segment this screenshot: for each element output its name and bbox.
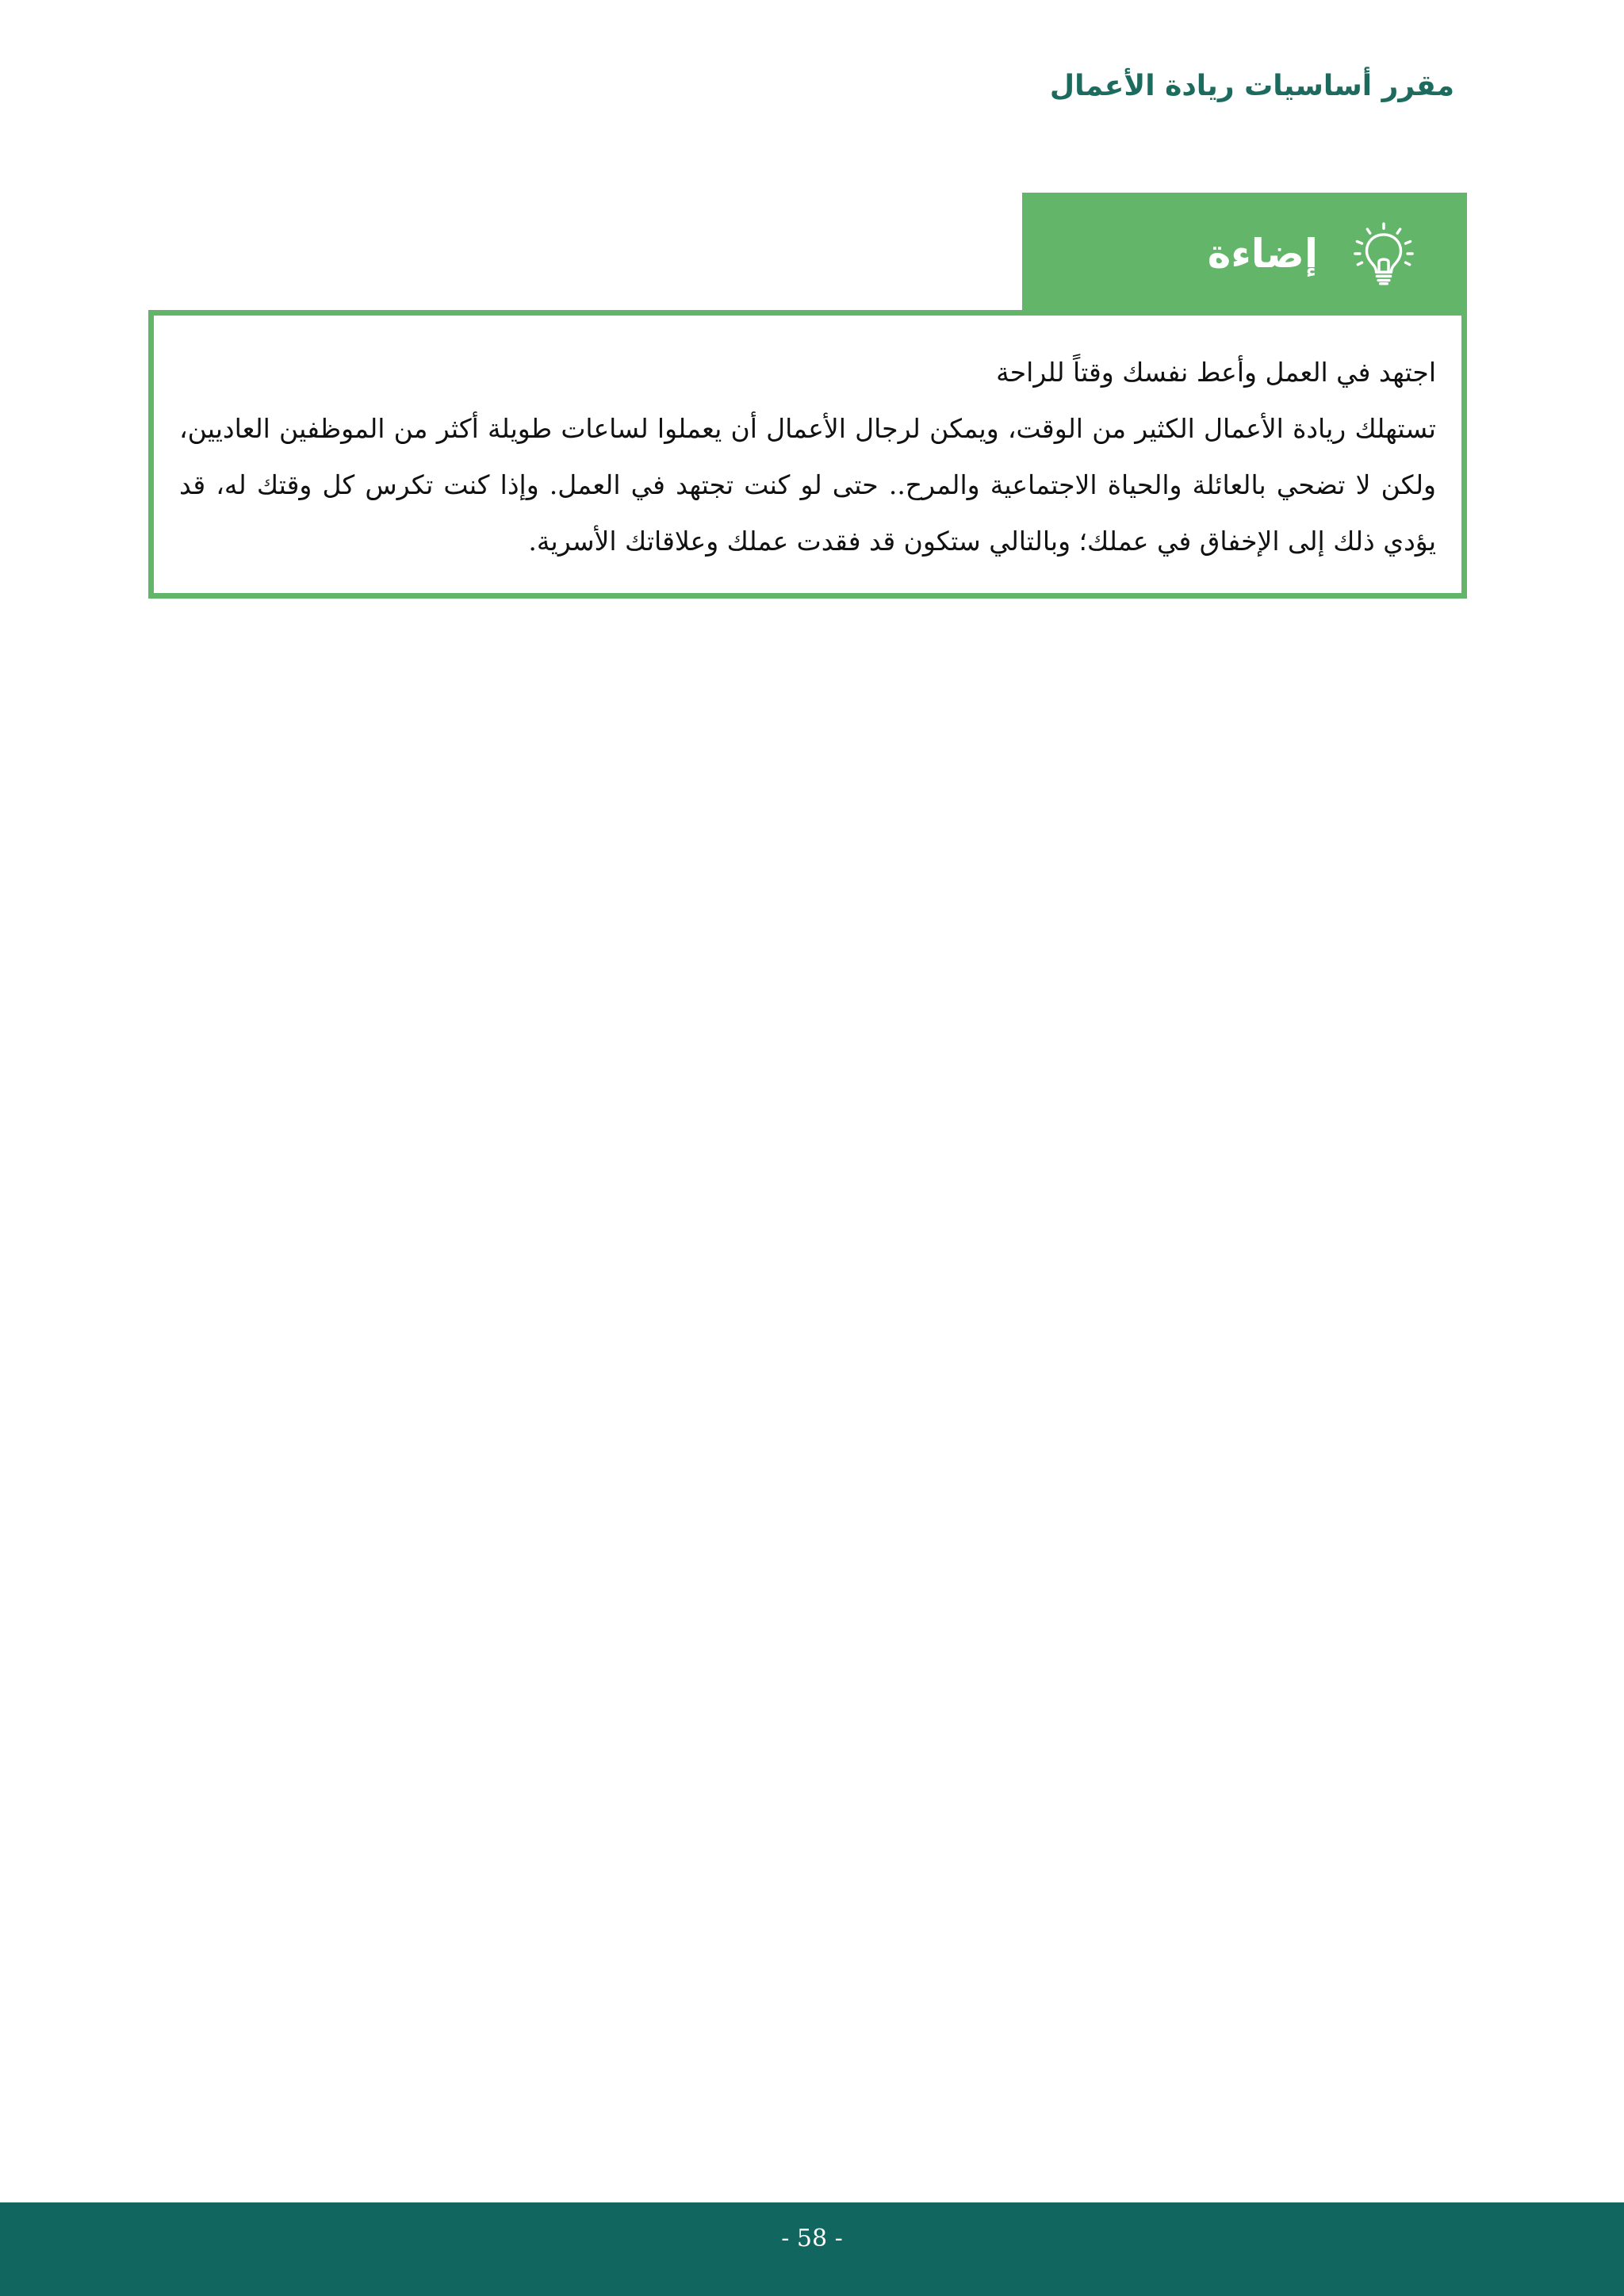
- page-number: - 58 -: [781, 2224, 843, 2252]
- callout-line-heading: اجتهد في العمل وأعط نفسك وقتاً للراحة: [996, 357, 1436, 388]
- running-header: مقرر أساسيات ريادة الأعمال: [1049, 70, 1454, 102]
- footer-bar: [0, 2202, 1624, 2296]
- lightbulb-icon: [1350, 220, 1418, 288]
- callout-line: يؤدي ذلك إلى الإخفاق في عملك؛ وبالتالي ستكون قد فقدت عملك وعلاقاتك الأسرية.: [528, 526, 1436, 557]
- callout-title: إضاءة: [1207, 231, 1318, 277]
- callout-tab: [1022, 193, 1467, 315]
- callout-line: تستهلك ريادة الأعمال الكثير من الوقت، ويمكن لرجال الأعمال أن يعملوا لساعات طويلة أكثر من الموظفين العاديين،: [179, 413, 1436, 444]
- callout-box: [148, 310, 1467, 599]
- callout-line: ولكن لا تضحي بالعائلة والحياة الاجتماعية والمرح.. حتى لو كنت تجتهد في العمل. وإذا كنت تكرس كل وقتك له، قد: [179, 469, 1436, 500]
